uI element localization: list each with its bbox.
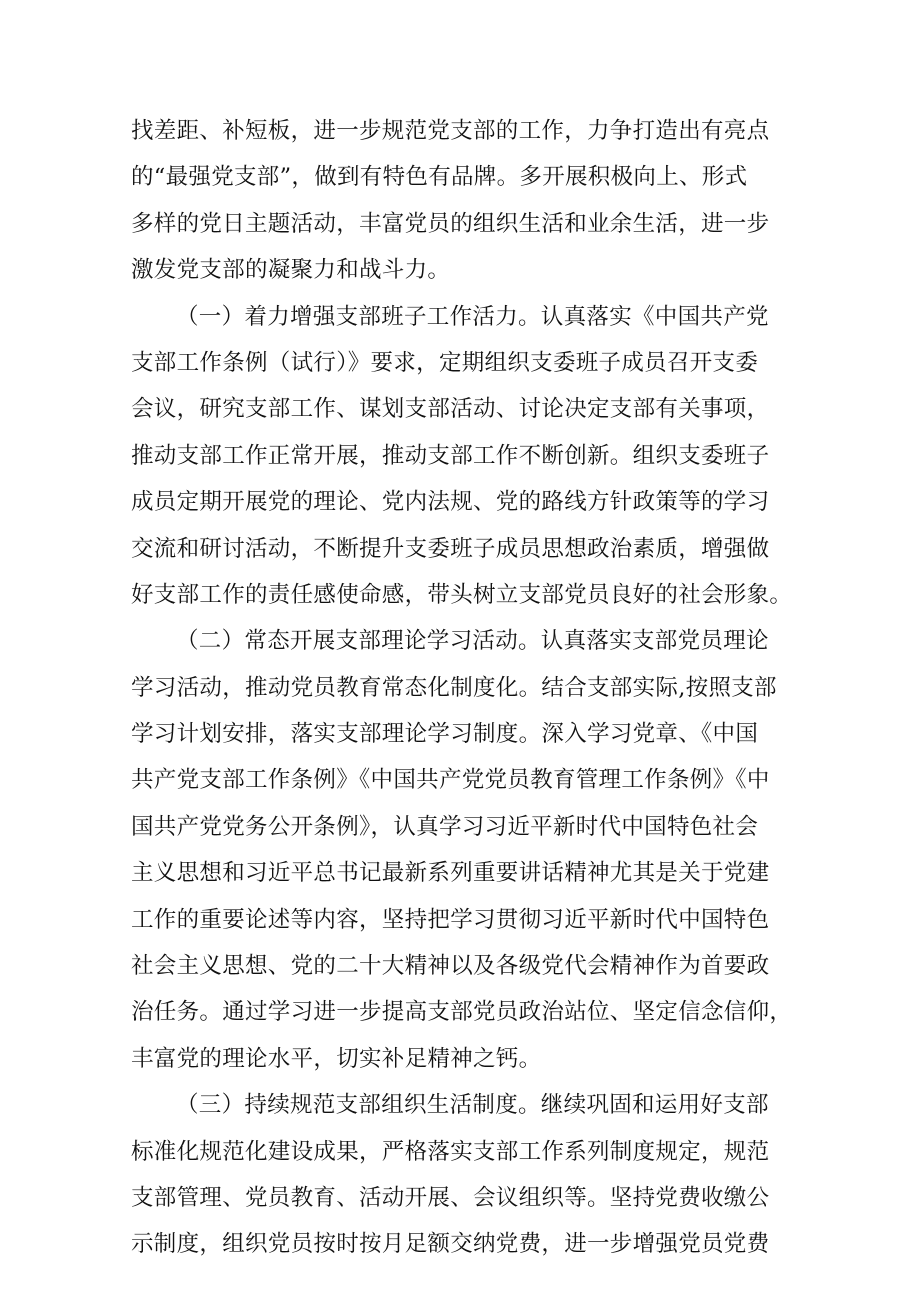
text-line: 好支部工作的责任感使命感，带头树立支部党员良好的社会形象。	[131, 581, 793, 608]
text-line: 学习活动，推动党员教育常态化制度化。结合支部实际,按照支部	[131, 674, 777, 701]
text-line: 主义思想和习近平总书记最新系列重要讲话精神尤其是关于党建	[131, 860, 770, 887]
text-line: 学习计划安排，落实支部理论学习制度。深入学习党章、《中国	[131, 721, 759, 748]
text-line: 支部工作条例（试行）》要求，定期组织支委班子成员召开支委	[131, 349, 759, 376]
text-line: 标准化规范化建设成果，严格落实支部工作系列制度规定，规范	[131, 1138, 770, 1165]
paragraph-first-line: （三）持续规范支部组织生活制度。继续巩固和运用好支部	[176, 1092, 769, 1119]
text-line: 会议，研究支部工作、谋划支部活动、讨论决定支部有关事项，	[131, 396, 770, 423]
text-line: 国共产党党务公开条例》，认真学习习近平新时代中国特色社会	[131, 813, 759, 840]
paragraph-first-line: （一）着力增强支部班子工作活力。认真落实《中国共产党	[176, 303, 769, 330]
text-line: 工作的重要论述等内容，坚持把学习贯彻习近平新时代中国特色	[131, 906, 770, 933]
text-line: 示制度，组织党员按时按月足额交纳党费，进一步增强党员党费	[131, 1231, 770, 1258]
paragraph-first-line: （二）常态开展支部理论学习活动。认真落实支部党员理论	[176, 628, 769, 655]
text-line: 的“最强党支部”，做到有特色有品牌。多开展积极向上、形式	[131, 164, 748, 191]
text-line: 激发党支部的凝聚力和战斗力。	[131, 257, 451, 284]
text-line: 治任务。通过学习进一步提高支部党员政治站位、坚定信念信仰，	[131, 999, 793, 1026]
text-line: 推动支部工作正常开展，推动支部工作不断创新。组织支委班子	[131, 442, 770, 469]
text-line: 多样的党日主题活动，丰富党员的组织生活和业余生活，进一步	[131, 210, 770, 237]
text-line: 社会主义思想、党的二十大精神以及各级党代会精神作为首要政	[131, 953, 770, 980]
text-line: 交流和研讨活动，不断提升支委班子成员思想政治素质，增强做	[131, 535, 770, 562]
text-line: 丰富党的理论水平，切实补足精神之钙。	[131, 1045, 542, 1072]
text-line: 支部管理、党员教育、活动开展、会议组织等。坚持党费收缴公	[131, 1184, 770, 1211]
text-line: 找差距、补短板，进一步规范党支部的工作，力争打造出有亮点	[131, 118, 770, 144]
text-line: 共产党支部工作条例》《中国共产党党员教育管理工作条例》《中	[131, 767, 770, 794]
text-line: 成员定期开展党的理论、党内法规、党的路线方针政策等的学习	[131, 489, 770, 516]
document-body	[131, 108, 791, 1268]
